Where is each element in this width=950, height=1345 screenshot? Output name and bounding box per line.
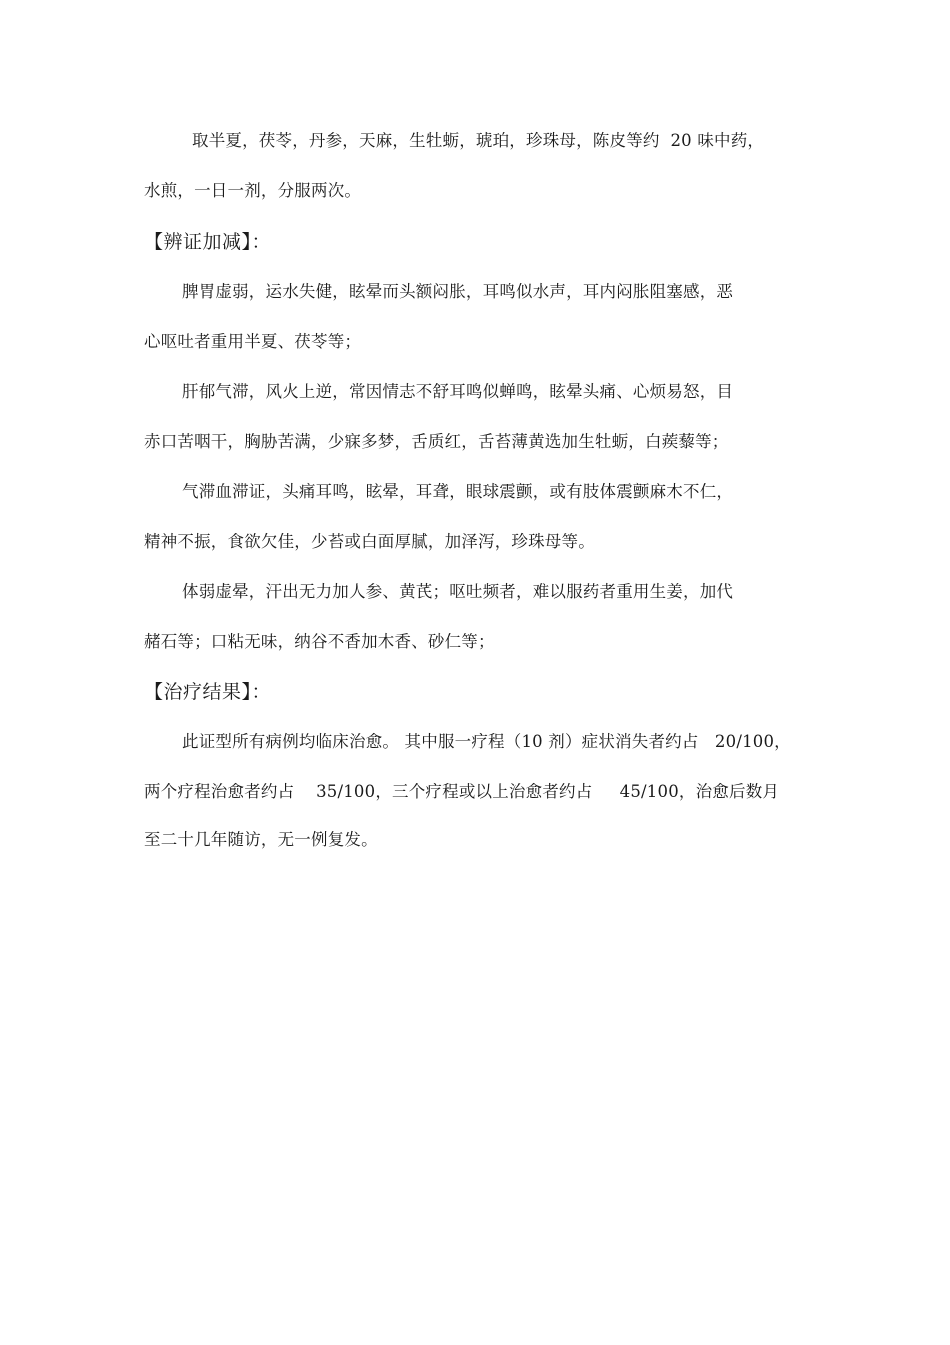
results-line-3: 至二十几年随访，无一例复发。: [144, 830, 378, 849]
modification-p1-line-1: 脾胃虚弱，运水失健，眩晕而头额闷胀，耳鸣似水声，耳内闷胀阻塞感，恶: [182, 282, 734, 301]
modification-p4-line-1: 体弱虚晕，汗出无力加人参、黄芪；呕吐频者，难以服药者重用生姜，加代: [182, 582, 734, 601]
modification-p4-line-2: 赭石等；口粘无味，纳谷不香加木香、砂仁等；: [144, 632, 495, 651]
modification-p2-line-2: 赤口苦咽干，胸胁苦满，少寐多梦，舌质红，舌苔薄黄选加生牡蛎，白蒺藜等；: [144, 432, 729, 451]
section-heading-modifications: 【辨证加减】：: [144, 231, 272, 253]
prescription-line-2: 水煎，一日一剂，分服两次。: [144, 181, 362, 200]
modification-p2-line-1: 肝郁气滞，风火上逆，常因情志不舒耳鸣似蝉鸣，眩晕头痛、心烦易怒，目: [182, 382, 734, 401]
modification-p1-line-2: 心呕吐者重用半夏、茯苓等；: [144, 332, 362, 351]
results-line-1: 此证型所有病例均临床治愈。 其中服一疗程（10 剂）症状消失者约占 20/100，: [182, 732, 791, 751]
modification-p3-line-1: 气滞血滞证，头痛耳鸣，眩晕，耳聋，眼球震颤，或有肢体震颤麻木不仁，: [182, 482, 734, 501]
prescription-line-1: 取半夏，茯苓，丹参，天麻，生牡蛎，琥珀，珍珠母，陈皮等约 20 味中药，: [192, 131, 765, 150]
section-heading-results: 【治疗结果】：: [144, 681, 272, 703]
modification-p3-line-2: 精神不振，食欲欠佳，少苔或白面厚腻，加泽泻，珍珠母等。: [144, 532, 595, 551]
results-line-2: 两个疗程治愈者约占 35/100，三个疗程或以上治愈者约占 45/100，治愈后数月: [144, 782, 780, 801]
